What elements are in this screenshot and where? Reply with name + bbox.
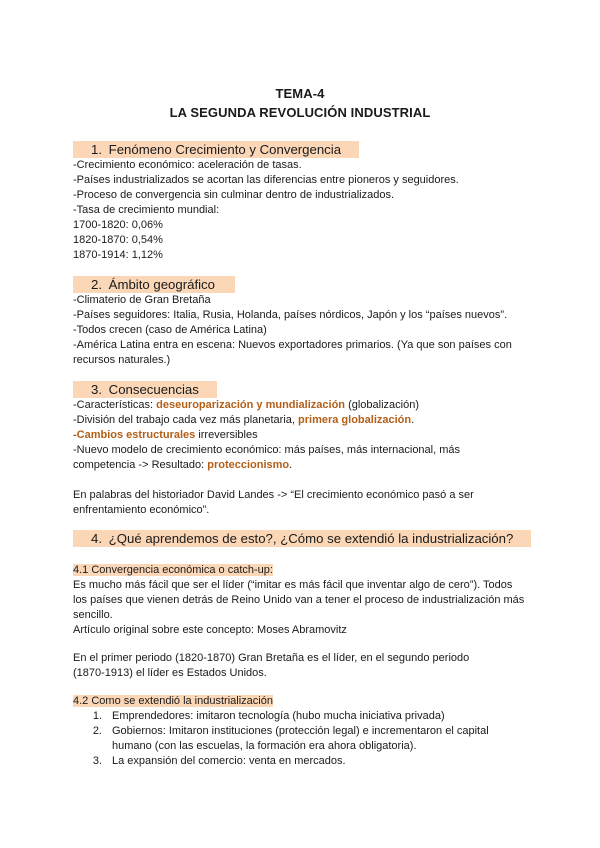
text-line: -Nuevo modelo de crecimiento económico: más países, más internacional, más	[73, 444, 461, 456]
text-line: (1870-1913) el líder es Estados Unidos.	[73, 667, 267, 679]
text-line: 1870-1914: 1,12%	[73, 249, 163, 261]
quote-line: En palabras del historiador David Landes -> “El crecimiento económico pasó a ser	[73, 489, 474, 501]
list-text: Gobiernos: Imitaron instituciones (protección legal) e incrementaron el capital	[112, 725, 489, 737]
text-line: -Países seguidores: Italia, Rusia, Holanda, países nórdicos, Japón y los “países nuevos”.	[73, 309, 508, 321]
text-span: .	[411, 414, 415, 426]
text-line: -Proceso de convergencia sin culminar dentro de industrializados.	[73, 189, 395, 201]
text-span: .	[289, 459, 293, 471]
list-item	[80, 724, 489, 739]
section-number: 3.	[91, 382, 102, 397]
page-title: LA SEGUNDA REVOLUCIÓN INDUSTRIAL	[169, 105, 431, 120]
section-number: 2.	[91, 277, 102, 292]
text-line: En el primer periodo (1820-1870) Gran Bretaña es el líder, en el segundo periodo	[73, 652, 470, 664]
section-heading-text: Fenómeno Crecimiento y Convergencia	[108, 142, 342, 157]
text-line: los países que vienen detrás de Reino Unido van a tener el proceso de industrialización más	[73, 594, 525, 606]
text-line: Artículo original sobre este concepto: Moses Abramovitz	[73, 624, 347, 636]
text-line: -Todos crecen (caso de América Latina)	[73, 324, 267, 336]
quote-line: enfrentamiento económico”.	[73, 504, 210, 516]
text-line: -Tasa de crecimiento mundial:	[73, 204, 220, 216]
subsection-label	[73, 563, 273, 578]
text-line: -Países industrializados se acortan las diferencias entre pioneros y seguidores.	[73, 174, 459, 186]
text-line: 1700-1820: 0,06%	[73, 219, 163, 231]
section-heading-4	[73, 530, 531, 547]
text-span: -Características:	[73, 399, 157, 411]
highlight-text: -Cambios estructurales	[73, 429, 196, 441]
list-number: 3.	[92, 755, 102, 767]
section-number: 4.	[91, 531, 102, 546]
text-line: -América Latina entra en escena: Nuevos exportadores primarios. (Ya que son países con	[73, 339, 512, 351]
highlight-text: primera globalización	[298, 414, 412, 426]
text-line	[73, 428, 258, 443]
list-number: 2.	[92, 725, 102, 737]
list-item	[80, 709, 445, 724]
section-heading-3	[73, 381, 217, 398]
text-line	[73, 458, 292, 473]
text-span: -División del trabajo cada vez más planetaria,	[73, 414, 299, 426]
section-heading-text: ¿Qué aprendemos de esto?, ¿Cómo se extendió la industrialización?	[108, 531, 514, 546]
list-item	[80, 754, 346, 769]
section-number: 1.	[91, 142, 102, 157]
text-line: Es mucho más fácil que ser el líder (“imitar es más fácil que inventar algo de cero”). Todos	[73, 579, 513, 591]
text-line: recursos naturales.)	[73, 354, 171, 366]
subsection-label	[73, 694, 273, 709]
subsection-label-text: 4.1 Convergencia económica o catch-up:	[73, 564, 273, 576]
list-number: 1.	[92, 710, 102, 722]
text-line: -Crecimiento económico: aceleración de tasas.	[73, 159, 302, 171]
section-heading-1	[73, 141, 359, 158]
section-heading-2	[73, 276, 235, 293]
text-line: -Climaterio de Gran Bretaña	[73, 294, 211, 306]
text-span: (globalización)	[345, 399, 420, 411]
highlight-text: deseuroparización y mundialización	[156, 399, 346, 411]
text-line	[73, 398, 419, 413]
text-span: competencia -> Resultado:	[73, 459, 208, 471]
text-span: irreversibles	[195, 429, 258, 441]
tema-label: TEMA-4	[275, 86, 325, 101]
subsection-label-text: 4.2 Como se extendió la industrialización	[73, 695, 273, 707]
list-text: Emprendedores: imitaron tecnología (hubo mucha iniciativa privada)	[112, 710, 445, 722]
list-text: La expansión del comercio: venta en mercados.	[112, 755, 346, 767]
text-line	[73, 413, 414, 428]
section-heading-text: Consecuencias	[108, 382, 199, 397]
highlight-text: proteccionismo	[207, 459, 290, 471]
text-line: 1820-1870: 0,54%	[73, 234, 163, 246]
text-line: sencillo.	[73, 609, 113, 621]
section-heading-text: Ámbito geográfico	[108, 277, 215, 292]
list-text-continuation: humano (con las escuelas, la formación era ahora obligatoria).	[112, 740, 417, 752]
